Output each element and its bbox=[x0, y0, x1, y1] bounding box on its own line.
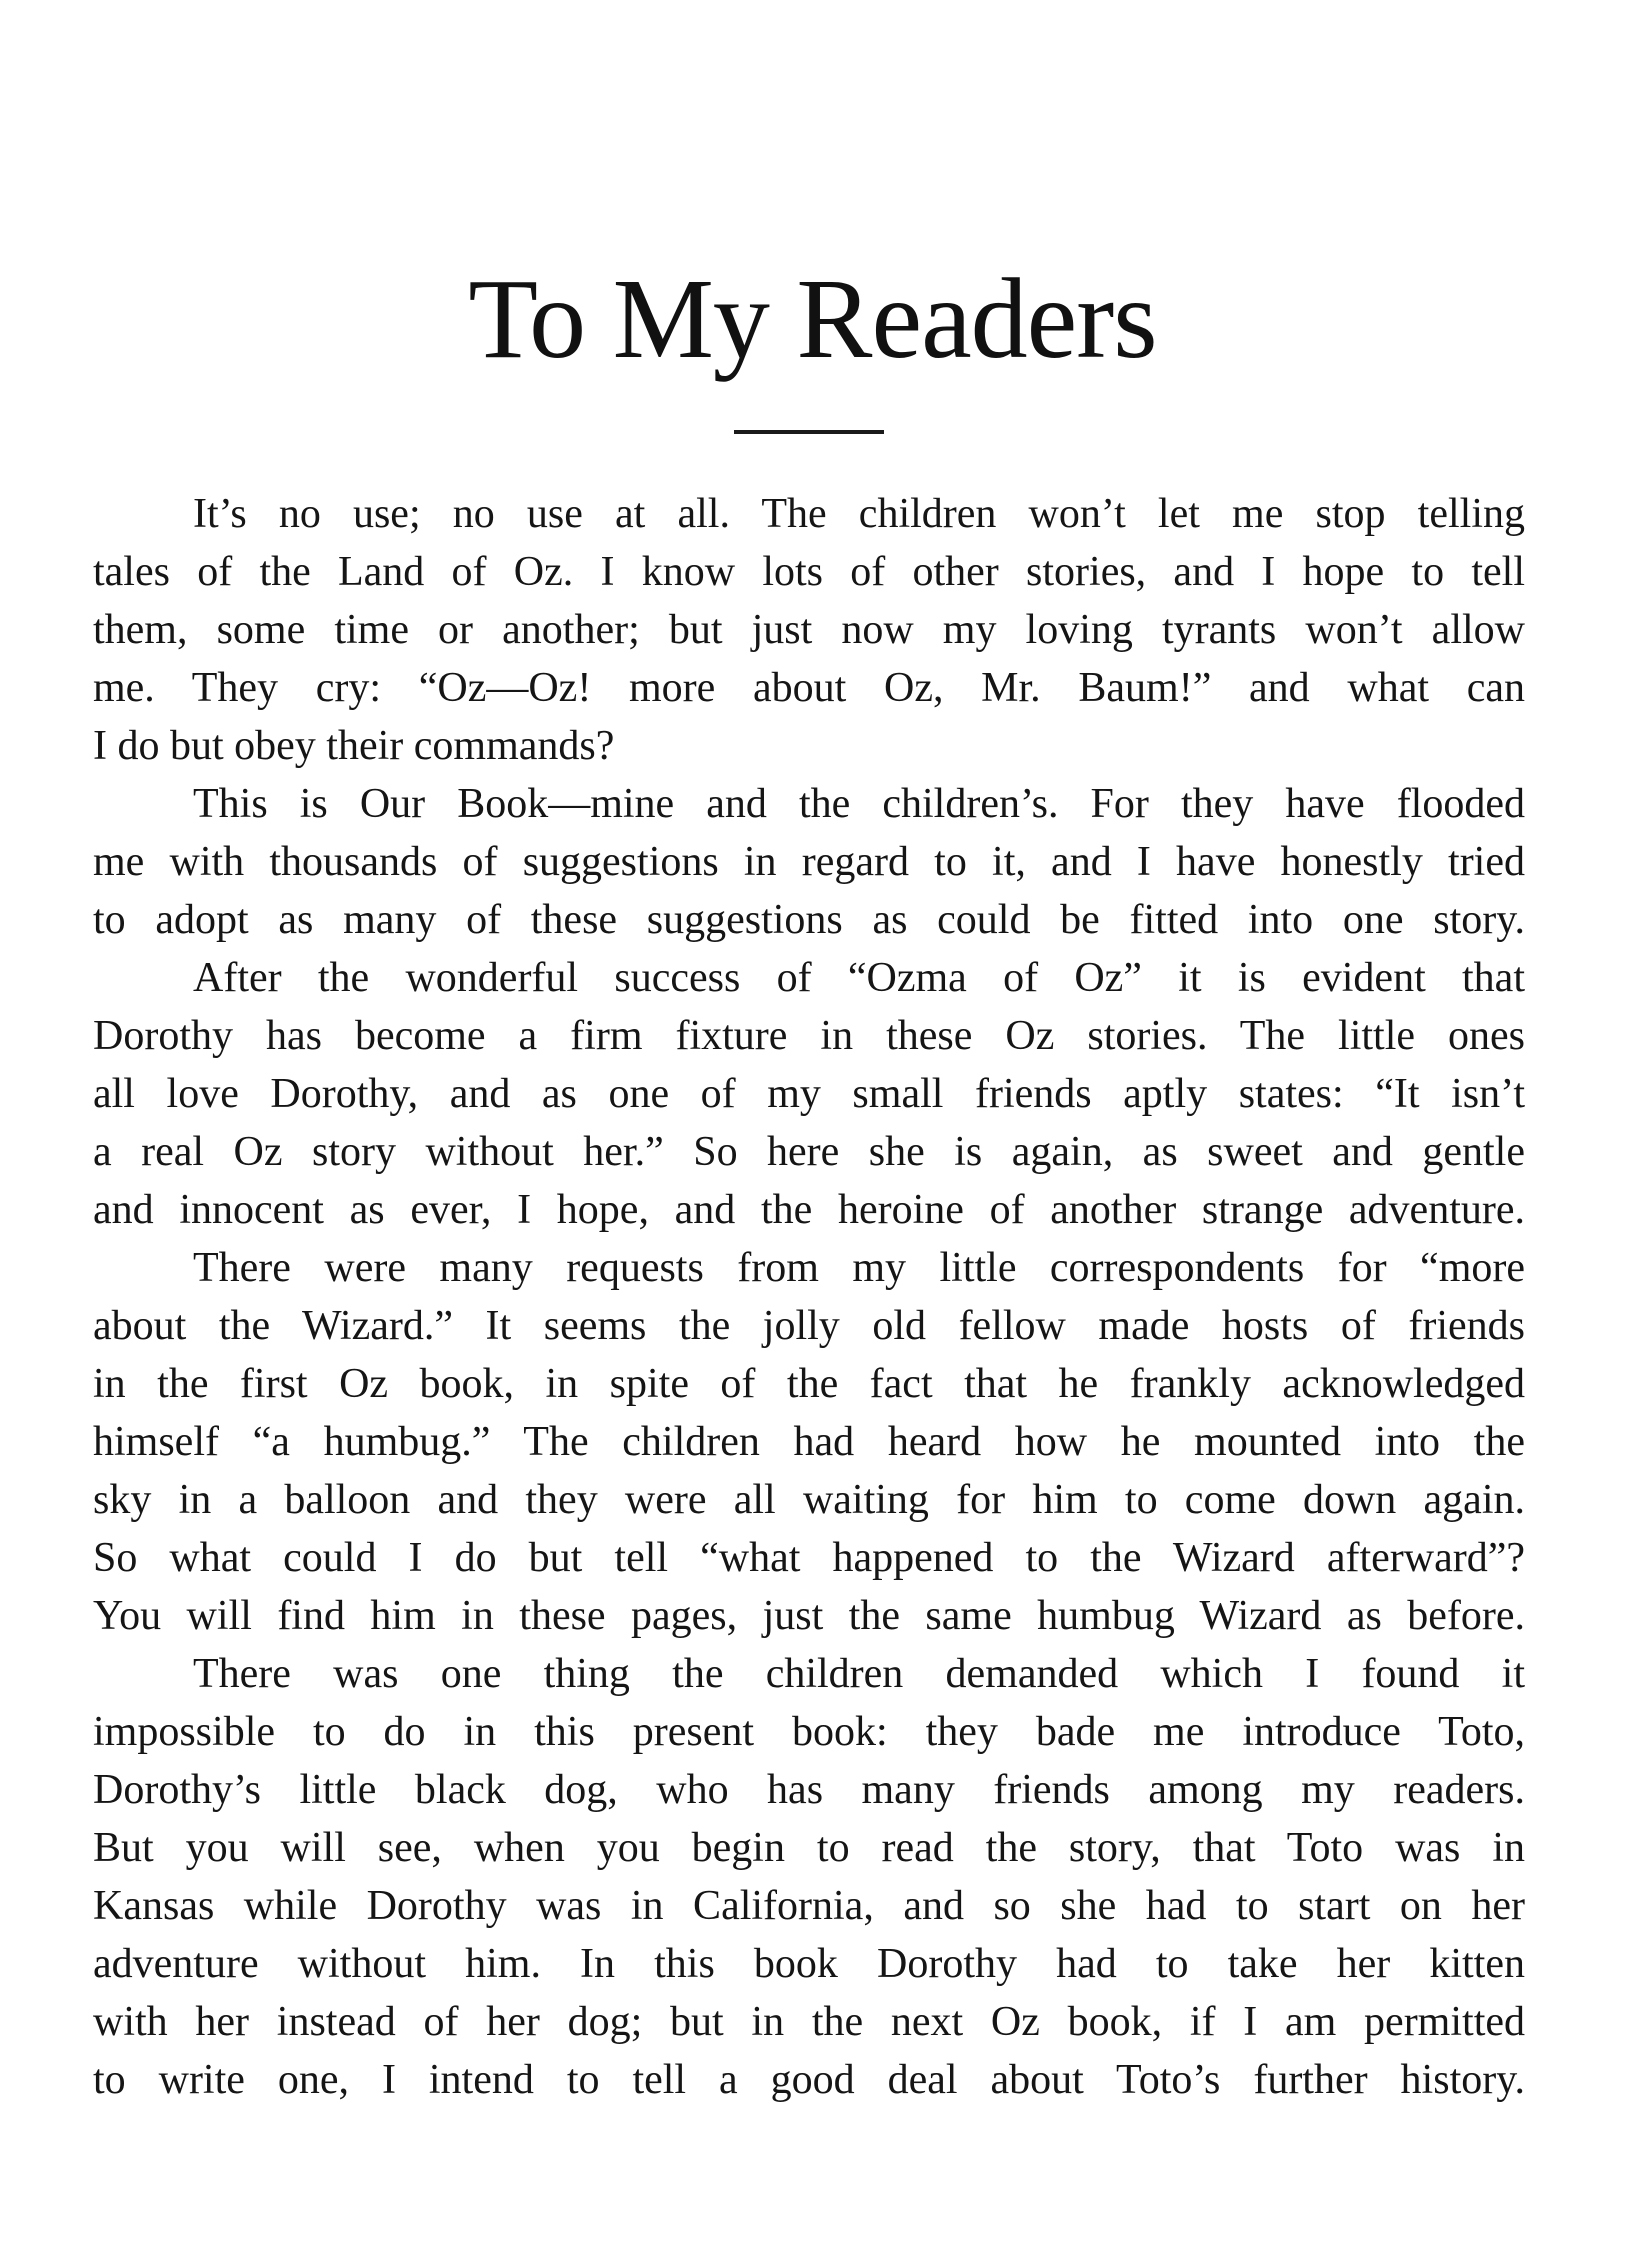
text-line: You will find him in these pages, just the same humbug Wizard as before. bbox=[93, 1593, 1525, 1639]
text-line: to adopt as many of these suggestions as could be fitted into one story. bbox=[93, 897, 1525, 943]
text-line: me. They cry: “Oz—Oz! more about Oz, Mr. Baum!” and what can bbox=[93, 665, 1525, 711]
text-line: about the Wizard.” It seems the jolly old fellow made hosts of friends bbox=[93, 1303, 1525, 1349]
text-line: with her instead of her dog; but in the next Oz book, if I am permitted bbox=[93, 1999, 1525, 2045]
text-line: Dorothy’s little black dog, who has many friends among my readers. bbox=[93, 1767, 1525, 1813]
text-line: and innocent as ever, I hope, and the heroine of another strange adventure. bbox=[93, 1187, 1525, 1233]
text-line: sky in a balloon and they were all waiting for him to come down again. bbox=[93, 1477, 1525, 1523]
text-line: impossible to do in this present book: they bade me introduce Toto, bbox=[93, 1709, 1525, 1755]
text-line: So what could I do but tell “what happened to the Wizard afterward”? bbox=[93, 1535, 1525, 1581]
text-line: in the first Oz book, in spite of the fact that he frankly acknowledged bbox=[93, 1361, 1525, 1407]
text-line: himself “a humbug.” The children had heard how he mounted into the bbox=[93, 1419, 1525, 1465]
text-line: But you will see, when you begin to read the story, that Toto was in bbox=[93, 1825, 1525, 1871]
text-line: a real Oz story without her.” So here she is again, as sweet and gentle bbox=[93, 1129, 1525, 1175]
text-line: It’s no use; no use at all. The children won’t let me stop telling bbox=[193, 491, 1525, 537]
text-line: This is Our Book—mine and the children’s. For they have flooded bbox=[193, 781, 1525, 827]
text-line: Dorothy has become a firm fixture in these Oz stories. The little ones bbox=[93, 1013, 1525, 1059]
text-line: There were many requests from my little correspondents for “more bbox=[193, 1245, 1525, 1291]
text-line: I do but obey their commands? bbox=[93, 723, 615, 769]
page-title: To My Readers bbox=[468, 255, 1157, 382]
title-divider bbox=[734, 430, 884, 434]
text-line: me with thousands of suggestions in regard to it, and I have honestly tried bbox=[93, 839, 1525, 885]
text-line: There was one thing the children demanded which I found it bbox=[193, 1651, 1525, 1697]
text-line: After the wonderful success of “Ozma of Oz” it is evident that bbox=[193, 955, 1525, 1001]
text-line: tales of the Land of Oz. I know lots of other stories, and I hope to tell bbox=[93, 549, 1525, 595]
text-line: all love Dorothy, and as one of my small friends aptly states: “It isn’t bbox=[93, 1071, 1525, 1117]
text-line: Kansas while Dorothy was in California, and so she had to start on her bbox=[93, 1883, 1525, 1929]
text-line: to write one, I intend to tell a good deal about Toto’s further history. bbox=[93, 2057, 1525, 2103]
text-line: them, some time or another; but just now my loving tyrants won’t allow bbox=[93, 607, 1525, 653]
text-line: adventure without him. In this book Dorothy had to take her kitten bbox=[93, 1941, 1525, 1987]
